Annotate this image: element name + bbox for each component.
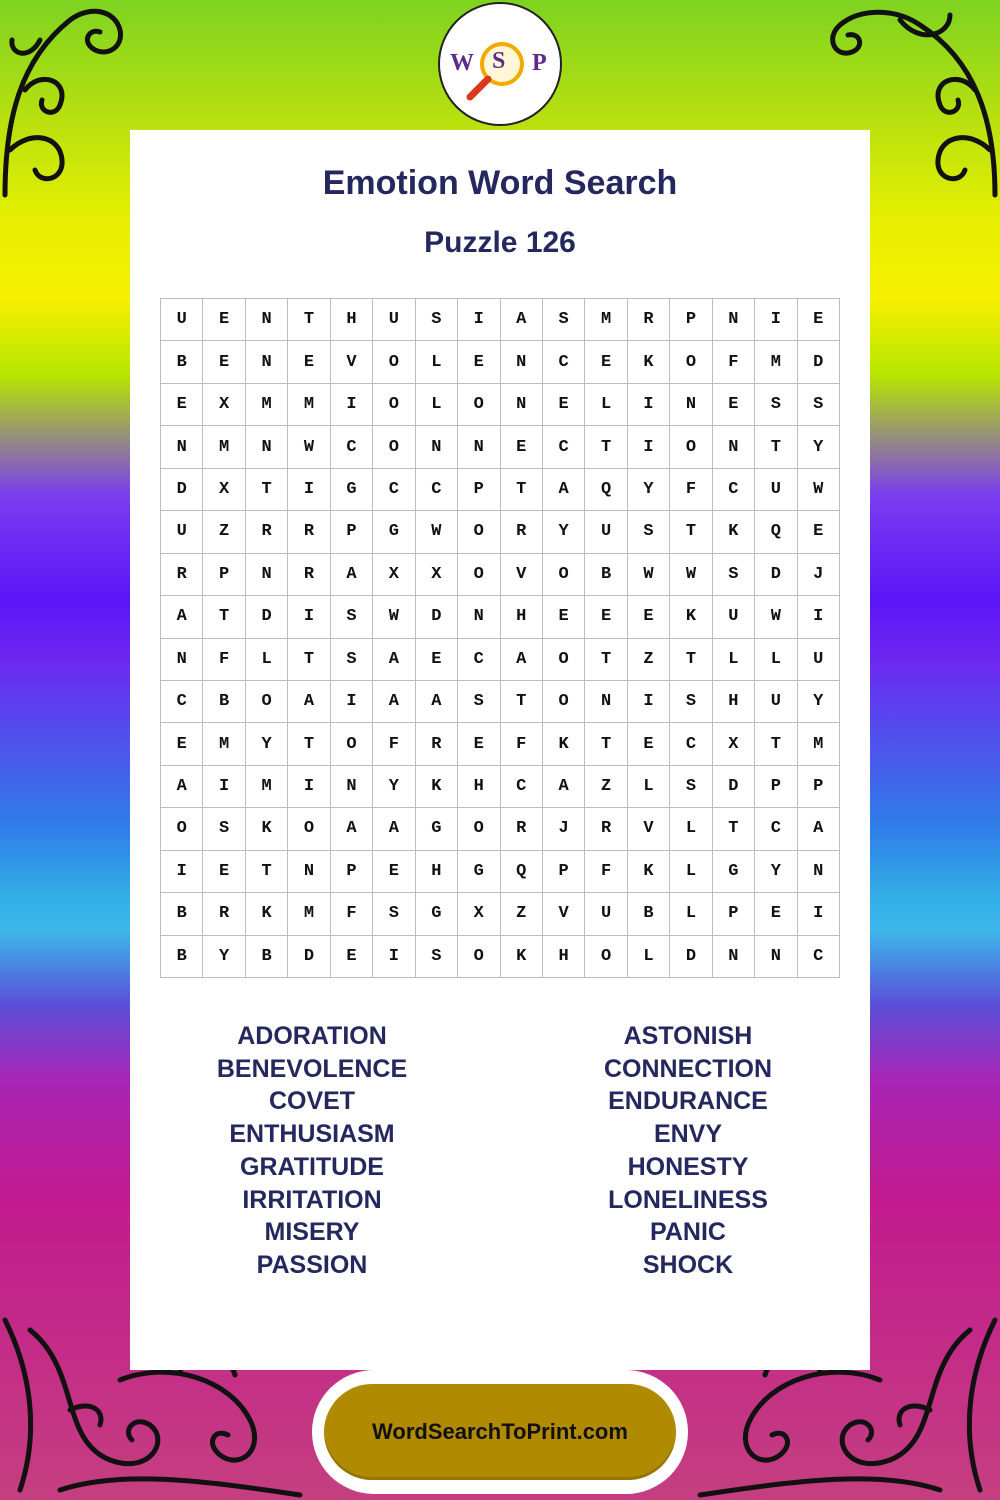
grid-cell[interactable]: P bbox=[458, 469, 500, 511]
grid-cell[interactable]: P bbox=[755, 766, 797, 808]
grid-cell[interactable]: A bbox=[373, 808, 415, 850]
grid-cell[interactable]: U bbox=[755, 469, 797, 511]
grid-cell[interactable]: S bbox=[755, 384, 797, 426]
grid-cell[interactable]: T bbox=[670, 511, 712, 553]
grid-cell[interactable]: M bbox=[755, 341, 797, 383]
grid-cell[interactable]: Q bbox=[501, 851, 543, 893]
grid-cell[interactable]: E bbox=[755, 893, 797, 935]
grid-cell[interactable]: L bbox=[246, 639, 288, 681]
grid-cell[interactable]: C bbox=[373, 469, 415, 511]
grid-cell[interactable]: E bbox=[628, 596, 670, 638]
grid-cell[interactable]: P bbox=[798, 766, 840, 808]
grid-cell[interactable]: T bbox=[501, 469, 543, 511]
grid-cell[interactable]: I bbox=[331, 681, 373, 723]
grid-cell[interactable]: M bbox=[246, 384, 288, 426]
grid-cell[interactable]: C bbox=[798, 936, 840, 978]
grid-cell[interactable]: A bbox=[161, 766, 203, 808]
word-list-item: ENTHUSIASM bbox=[229, 1120, 395, 1149]
grid-cell[interactable]: T bbox=[501, 681, 543, 723]
grid-cell[interactable]: C bbox=[501, 766, 543, 808]
word-list-item: GRATITUDE bbox=[240, 1152, 384, 1181]
grid-cell[interactable]: O bbox=[670, 426, 712, 468]
grid-cell[interactable]: X bbox=[203, 384, 245, 426]
grid-cell[interactable]: E bbox=[416, 639, 458, 681]
grid-cell[interactable]: M bbox=[246, 766, 288, 808]
grid-cell[interactable]: E bbox=[798, 511, 840, 553]
grid-cell[interactable]: E bbox=[458, 341, 500, 383]
grid-cell[interactable]: E bbox=[543, 384, 585, 426]
word-list-item: IRRITATION bbox=[242, 1185, 382, 1214]
grid-cell[interactable]: N bbox=[713, 426, 755, 468]
grid-cell[interactable]: V bbox=[628, 808, 670, 850]
grid-cell[interactable]: B bbox=[246, 936, 288, 978]
grid-cell[interactable]: R bbox=[585, 808, 627, 850]
grid-cell[interactable]: A bbox=[161, 596, 203, 638]
grid-cell[interactable]: I bbox=[288, 469, 330, 511]
grid-cell[interactable]: O bbox=[543, 554, 585, 596]
grid-cell[interactable]: O bbox=[458, 808, 500, 850]
grid-cell[interactable]: G bbox=[373, 511, 415, 553]
grid-cell[interactable]: F bbox=[501, 723, 543, 765]
grid-cell[interactable]: G bbox=[713, 851, 755, 893]
grid-cell[interactable]: T bbox=[246, 469, 288, 511]
grid-cell[interactable]: A bbox=[501, 299, 543, 341]
grid-cell[interactable]: T bbox=[246, 851, 288, 893]
grid-cell[interactable]: V bbox=[501, 554, 543, 596]
grid-cell[interactable]: Y bbox=[798, 681, 840, 723]
grid-cell[interactable]: G bbox=[458, 851, 500, 893]
site-link-button[interactable]: WordSearchToPrint.com bbox=[324, 1384, 676, 1480]
grid-cell[interactable]: J bbox=[543, 808, 585, 850]
grid-cell[interactable]: W bbox=[798, 469, 840, 511]
grid-cell[interactable]: O bbox=[585, 936, 627, 978]
grid-cell[interactable]: I bbox=[458, 299, 500, 341]
grid-cell[interactable]: U bbox=[798, 639, 840, 681]
grid-cell[interactable]: O bbox=[458, 511, 500, 553]
grid-cell[interactable]: S bbox=[458, 681, 500, 723]
grid-cell[interactable]: L bbox=[416, 384, 458, 426]
grid-cell[interactable]: F bbox=[585, 851, 627, 893]
grid-cell[interactable]: O bbox=[288, 808, 330, 850]
grid-cell[interactable]: F bbox=[373, 723, 415, 765]
grid-cell[interactable]: X bbox=[373, 554, 415, 596]
grid-cell[interactable]: F bbox=[331, 893, 373, 935]
word-list-item: MISERY bbox=[264, 1218, 360, 1247]
grid-cell[interactable]: R bbox=[288, 511, 330, 553]
word-list-item: SHOCK bbox=[642, 1250, 734, 1279]
grid-cell[interactable]: E bbox=[543, 596, 585, 638]
grid-cell[interactable]: S bbox=[628, 511, 670, 553]
grid-cell[interactable]: Y bbox=[543, 511, 585, 553]
grid-cell[interactable]: E bbox=[161, 384, 203, 426]
grid-cell[interactable]: H bbox=[543, 936, 585, 978]
grid-cell[interactable]: P bbox=[331, 851, 373, 893]
grid-cell[interactable]: L bbox=[585, 384, 627, 426]
grid-cell[interactable]: C bbox=[713, 469, 755, 511]
grid-cell[interactable]: O bbox=[161, 808, 203, 850]
logo-letter-w: W bbox=[450, 50, 474, 76]
grid-cell[interactable]: Z bbox=[585, 766, 627, 808]
grid-cell[interactable]: U bbox=[755, 681, 797, 723]
grid-cell[interactable]: C bbox=[543, 426, 585, 468]
grid-cell[interactable]: M bbox=[203, 723, 245, 765]
logo-letter-p: P bbox=[532, 50, 547, 76]
grid-cell[interactable]: C bbox=[416, 469, 458, 511]
grid-cell[interactable]: F bbox=[670, 469, 712, 511]
grid-cell[interactable]: I bbox=[288, 596, 330, 638]
grid-cell[interactable]: A bbox=[373, 639, 415, 681]
grid-cell[interactable]: N bbox=[670, 384, 712, 426]
grid-cell[interactable]: T bbox=[203, 596, 245, 638]
grid-cell[interactable]: T bbox=[755, 426, 797, 468]
grid-cell[interactable]: E bbox=[203, 299, 245, 341]
grid-cell[interactable]: I bbox=[628, 384, 670, 426]
grid-cell[interactable]: T bbox=[713, 808, 755, 850]
grid-cell[interactable]: M bbox=[288, 384, 330, 426]
grid-cell[interactable]: K bbox=[628, 341, 670, 383]
grid-cell[interactable]: K bbox=[543, 723, 585, 765]
word-list-item: ADORATION bbox=[237, 1022, 387, 1050]
grid-cell[interactable]: N bbox=[416, 426, 458, 468]
grid-cell[interactable]: N bbox=[331, 766, 373, 808]
grid-cell[interactable]: P bbox=[670, 299, 712, 341]
grid-cell[interactable]: N bbox=[288, 851, 330, 893]
grid-cell[interactable]: S bbox=[798, 384, 840, 426]
word-list-item: ENVY bbox=[653, 1120, 723, 1149]
grid-cell[interactable]: I bbox=[798, 893, 840, 935]
grid-cell[interactable]: V bbox=[543, 893, 585, 935]
grid-cell[interactable]: O bbox=[458, 384, 500, 426]
grid-cell[interactable]: A bbox=[501, 639, 543, 681]
grid-cell[interactable]: I bbox=[755, 299, 797, 341]
grid-cell[interactable]: B bbox=[161, 893, 203, 935]
grid-cell[interactable]: D bbox=[161, 469, 203, 511]
grid-cell[interactable]: C bbox=[670, 723, 712, 765]
grid-cell[interactable]: P bbox=[543, 851, 585, 893]
grid-cell[interactable]: A bbox=[543, 766, 585, 808]
grid-cell[interactable]: I bbox=[161, 851, 203, 893]
grid-cell[interactable]: W bbox=[288, 426, 330, 468]
grid-cell[interactable]: T bbox=[288, 299, 330, 341]
grid-cell[interactable]: W bbox=[755, 596, 797, 638]
grid-cell[interactable]: D bbox=[798, 341, 840, 383]
grid-cell[interactable]: N bbox=[161, 426, 203, 468]
word-list-item: ASTONISH bbox=[623, 1022, 753, 1050]
grid-cell[interactable]: K bbox=[670, 596, 712, 638]
grid-cell[interactable]: E bbox=[501, 426, 543, 468]
grid-cell[interactable]: M bbox=[585, 299, 627, 341]
grid-cell[interactable]: K bbox=[416, 766, 458, 808]
grid-cell[interactable]: B bbox=[203, 681, 245, 723]
grid-cell[interactable]: M bbox=[798, 723, 840, 765]
grid-cell[interactable]: N bbox=[458, 426, 500, 468]
grid-cell[interactable]: X bbox=[203, 469, 245, 511]
grid-cell[interactable]: C bbox=[755, 808, 797, 850]
grid-cell[interactable]: A bbox=[373, 681, 415, 723]
grid-cell[interactable]: E bbox=[331, 936, 373, 978]
grid-cell[interactable]: N bbox=[713, 936, 755, 978]
grid-cell[interactable]: S bbox=[416, 936, 458, 978]
grid-cell[interactable]: I bbox=[288, 766, 330, 808]
word-list-right bbox=[538, 1020, 838, 1282]
grid-cell[interactable]: Q bbox=[585, 469, 627, 511]
grid-cell[interactable]: D bbox=[713, 766, 755, 808]
grid-cell[interactable]: O bbox=[331, 723, 373, 765]
grid-cell[interactable]: X bbox=[416, 554, 458, 596]
grid-cell[interactable]: S bbox=[331, 596, 373, 638]
grid-cell[interactable]: N bbox=[246, 299, 288, 341]
grid-cell[interactable]: G bbox=[331, 469, 373, 511]
grid-cell[interactable]: N bbox=[798, 851, 840, 893]
grid-cell[interactable]: N bbox=[501, 341, 543, 383]
grid-cell[interactable]: O bbox=[458, 554, 500, 596]
grid-cell[interactable]: L bbox=[670, 808, 712, 850]
grid-cell[interactable]: Q bbox=[755, 511, 797, 553]
grid-cell[interactable]: S bbox=[670, 766, 712, 808]
grid-cell[interactable]: L bbox=[416, 341, 458, 383]
grid-cell[interactable]: S bbox=[416, 299, 458, 341]
word-list-item: PASSION bbox=[256, 1250, 368, 1279]
grid-cell[interactable]: H bbox=[416, 851, 458, 893]
grid-cell[interactable]: O bbox=[543, 681, 585, 723]
grid-cell[interactable]: B bbox=[628, 893, 670, 935]
grid-cell[interactable]: N bbox=[755, 936, 797, 978]
word-list-item: ENDURANCE bbox=[608, 1087, 768, 1116]
logo-letter-s: S bbox=[492, 48, 506, 74]
grid-cell[interactable]: I bbox=[373, 936, 415, 978]
grid-cell[interactable]: L bbox=[713, 639, 755, 681]
grid-cell[interactable]: U bbox=[373, 299, 415, 341]
grid-cell[interactable]: G bbox=[416, 893, 458, 935]
grid-cell[interactable]: O bbox=[543, 639, 585, 681]
grid-cell[interactable]: D bbox=[755, 554, 797, 596]
grid-cell[interactable]: H bbox=[501, 596, 543, 638]
grid-cell[interactable]: E bbox=[798, 299, 840, 341]
grid-cell[interactable]: P bbox=[331, 511, 373, 553]
grid-cell[interactable]: K bbox=[713, 511, 755, 553]
grid-cell[interactable]: L bbox=[670, 851, 712, 893]
grid-cell[interactable]: T bbox=[670, 639, 712, 681]
grid-cell[interactable]: U bbox=[585, 511, 627, 553]
grid-cell[interactable]: S bbox=[203, 808, 245, 850]
grid-cell[interactable]: S bbox=[670, 681, 712, 723]
grid-cell[interactable]: D bbox=[416, 596, 458, 638]
grid-cell[interactable]: K bbox=[246, 893, 288, 935]
grid-cell[interactable]: T bbox=[755, 723, 797, 765]
grid-cell[interactable]: O bbox=[246, 681, 288, 723]
grid-cell[interactable]: D bbox=[670, 936, 712, 978]
grid-cell[interactable]: U bbox=[161, 511, 203, 553]
grid-cell[interactable]: G bbox=[416, 808, 458, 850]
grid-cell[interactable]: X bbox=[713, 723, 755, 765]
grid-cell[interactable]: U bbox=[585, 893, 627, 935]
grid-cell[interactable]: E bbox=[203, 341, 245, 383]
grid-cell[interactable]: M bbox=[203, 426, 245, 468]
grid-cell[interactable]: T bbox=[585, 723, 627, 765]
grid-cell[interactable]: I bbox=[798, 596, 840, 638]
grid-cell[interactable]: B bbox=[161, 936, 203, 978]
grid-cell[interactable]: L bbox=[670, 893, 712, 935]
grid-cell[interactable]: H bbox=[458, 766, 500, 808]
grid-cell[interactable]: L bbox=[755, 639, 797, 681]
grid-cell[interactable]: S bbox=[543, 299, 585, 341]
grid-cell[interactable]: C bbox=[161, 681, 203, 723]
grid-cell[interactable]: L bbox=[628, 766, 670, 808]
word-list-item: PANIC bbox=[650, 1218, 726, 1247]
grid-cell[interactable]: L bbox=[628, 936, 670, 978]
grid-cell[interactable]: C bbox=[331, 426, 373, 468]
grid-cell[interactable]: P bbox=[203, 554, 245, 596]
grid-cell[interactable]: C bbox=[543, 341, 585, 383]
grid-cell[interactable]: D bbox=[246, 596, 288, 638]
grid-cell[interactable]: E bbox=[288, 341, 330, 383]
grid-cell[interactable]: R bbox=[416, 723, 458, 765]
grid-cell[interactable]: A bbox=[288, 681, 330, 723]
grid-cell[interactable]: Y bbox=[246, 723, 288, 765]
grid-cell[interactable]: T bbox=[585, 426, 627, 468]
grid-cell[interactable]: E bbox=[161, 723, 203, 765]
grid-cell[interactable]: A bbox=[798, 808, 840, 850]
grid-cell[interactable]: M bbox=[288, 893, 330, 935]
grid-cell[interactable]: Z bbox=[501, 893, 543, 935]
grid-cell[interactable]: P bbox=[713, 893, 755, 935]
grid-cell[interactable]: O bbox=[373, 426, 415, 468]
grid-cell[interactable]: Y bbox=[755, 851, 797, 893]
page-title: Emotion Word Search bbox=[322, 164, 678, 202]
grid-cell[interactable]: A bbox=[331, 808, 373, 850]
grid-cell[interactable]: H bbox=[331, 299, 373, 341]
grid-cell[interactable]: R bbox=[161, 554, 203, 596]
puzzle-number: Puzzle 126 bbox=[424, 226, 576, 259]
grid-cell[interactable]: W bbox=[373, 596, 415, 638]
grid-cell[interactable]: E bbox=[458, 723, 500, 765]
grid-cell[interactable]: I bbox=[628, 426, 670, 468]
grid-cell[interactable]: Y bbox=[373, 766, 415, 808]
grid-cell[interactable]: V bbox=[331, 341, 373, 383]
grid-cell[interactable]: S bbox=[373, 893, 415, 935]
grid-cell[interactable]: R bbox=[203, 893, 245, 935]
grid-cell[interactable]: E bbox=[713, 384, 755, 426]
grid-cell[interactable]: E bbox=[373, 851, 415, 893]
grid-cell[interactable]: W bbox=[416, 511, 458, 553]
grid-cell[interactable]: C bbox=[458, 639, 500, 681]
grid-cell[interactable]: S bbox=[713, 554, 755, 596]
grid-cell[interactable]: F bbox=[713, 341, 755, 383]
grid-cell[interactable]: E bbox=[585, 341, 627, 383]
grid-cell[interactable]: R bbox=[288, 554, 330, 596]
grid-cell[interactable]: B bbox=[161, 341, 203, 383]
grid-cell[interactable]: A bbox=[331, 554, 373, 596]
grid-cell[interactable]: E bbox=[585, 596, 627, 638]
grid-cell[interactable]: W bbox=[628, 554, 670, 596]
grid-cell[interactable]: D bbox=[288, 936, 330, 978]
grid-cell[interactable]: T bbox=[288, 723, 330, 765]
word-list-item: LONELINESS bbox=[608, 1185, 768, 1214]
grid-cell[interactable]: O bbox=[373, 341, 415, 383]
grid-cell[interactable]: F bbox=[203, 639, 245, 681]
grid-cell[interactable]: K bbox=[628, 851, 670, 893]
grid-cell[interactable]: H bbox=[713, 681, 755, 723]
grid-cell[interactable]: R bbox=[501, 808, 543, 850]
grid-cell[interactable]: Z bbox=[628, 639, 670, 681]
grid-cell[interactable]: Y bbox=[798, 426, 840, 468]
grid-cell[interactable]: N bbox=[458, 596, 500, 638]
letter-grid bbox=[160, 298, 840, 978]
grid-cell[interactable]: A bbox=[416, 681, 458, 723]
word-list-item: HONESTY bbox=[627, 1152, 749, 1181]
word-list-left bbox=[162, 1020, 462, 1282]
grid-cell[interactable]: N bbox=[246, 341, 288, 383]
grid-cell[interactable]: A bbox=[543, 469, 585, 511]
grid-cell[interactable]: I bbox=[331, 384, 373, 426]
grid-cell[interactable]: X bbox=[458, 893, 500, 935]
grid-cell[interactable]: N bbox=[501, 384, 543, 426]
grid-cell[interactable]: R bbox=[628, 299, 670, 341]
grid-cell[interactable]: U bbox=[161, 299, 203, 341]
grid-cell[interactable]: O bbox=[373, 384, 415, 426]
site-logo bbox=[438, 2, 562, 126]
grid-cell[interactable]: S bbox=[331, 639, 373, 681]
word-list-item: CONNECTION bbox=[603, 1054, 773, 1083]
grid-cell[interactable]: E bbox=[628, 723, 670, 765]
grid-cell[interactable]: R bbox=[246, 511, 288, 553]
grid-cell[interactable]: Y bbox=[628, 469, 670, 511]
grid-cell[interactable]: K bbox=[246, 808, 288, 850]
grid-cell[interactable]: N bbox=[161, 639, 203, 681]
word-list-item: BENEVOLENCE bbox=[216, 1054, 408, 1083]
grid-cell[interactable]: K bbox=[501, 936, 543, 978]
grid-cell[interactable]: Z bbox=[203, 511, 245, 553]
grid-cell[interactable]: N bbox=[585, 681, 627, 723]
grid-cell[interactable]: I bbox=[628, 681, 670, 723]
grid-cell[interactable]: O bbox=[458, 936, 500, 978]
grid-cell[interactable]: W bbox=[670, 554, 712, 596]
grid-cell[interactable]: I bbox=[203, 766, 245, 808]
grid-cell[interactable]: U bbox=[713, 596, 755, 638]
grid-cell[interactable]: E bbox=[203, 851, 245, 893]
grid-cell[interactable]: R bbox=[501, 511, 543, 553]
grid-cell[interactable]: T bbox=[288, 639, 330, 681]
grid-cell[interactable]: N bbox=[713, 299, 755, 341]
grid-cell[interactable]: Y bbox=[203, 936, 245, 978]
grid-cell[interactable]: N bbox=[246, 426, 288, 468]
grid-cell[interactable]: B bbox=[585, 554, 627, 596]
word-list-item: COVET bbox=[268, 1087, 356, 1116]
grid-cell[interactable]: N bbox=[246, 554, 288, 596]
grid-cell[interactable]: J bbox=[798, 554, 840, 596]
grid-cell[interactable]: T bbox=[585, 639, 627, 681]
grid-cell[interactable]: O bbox=[670, 341, 712, 383]
